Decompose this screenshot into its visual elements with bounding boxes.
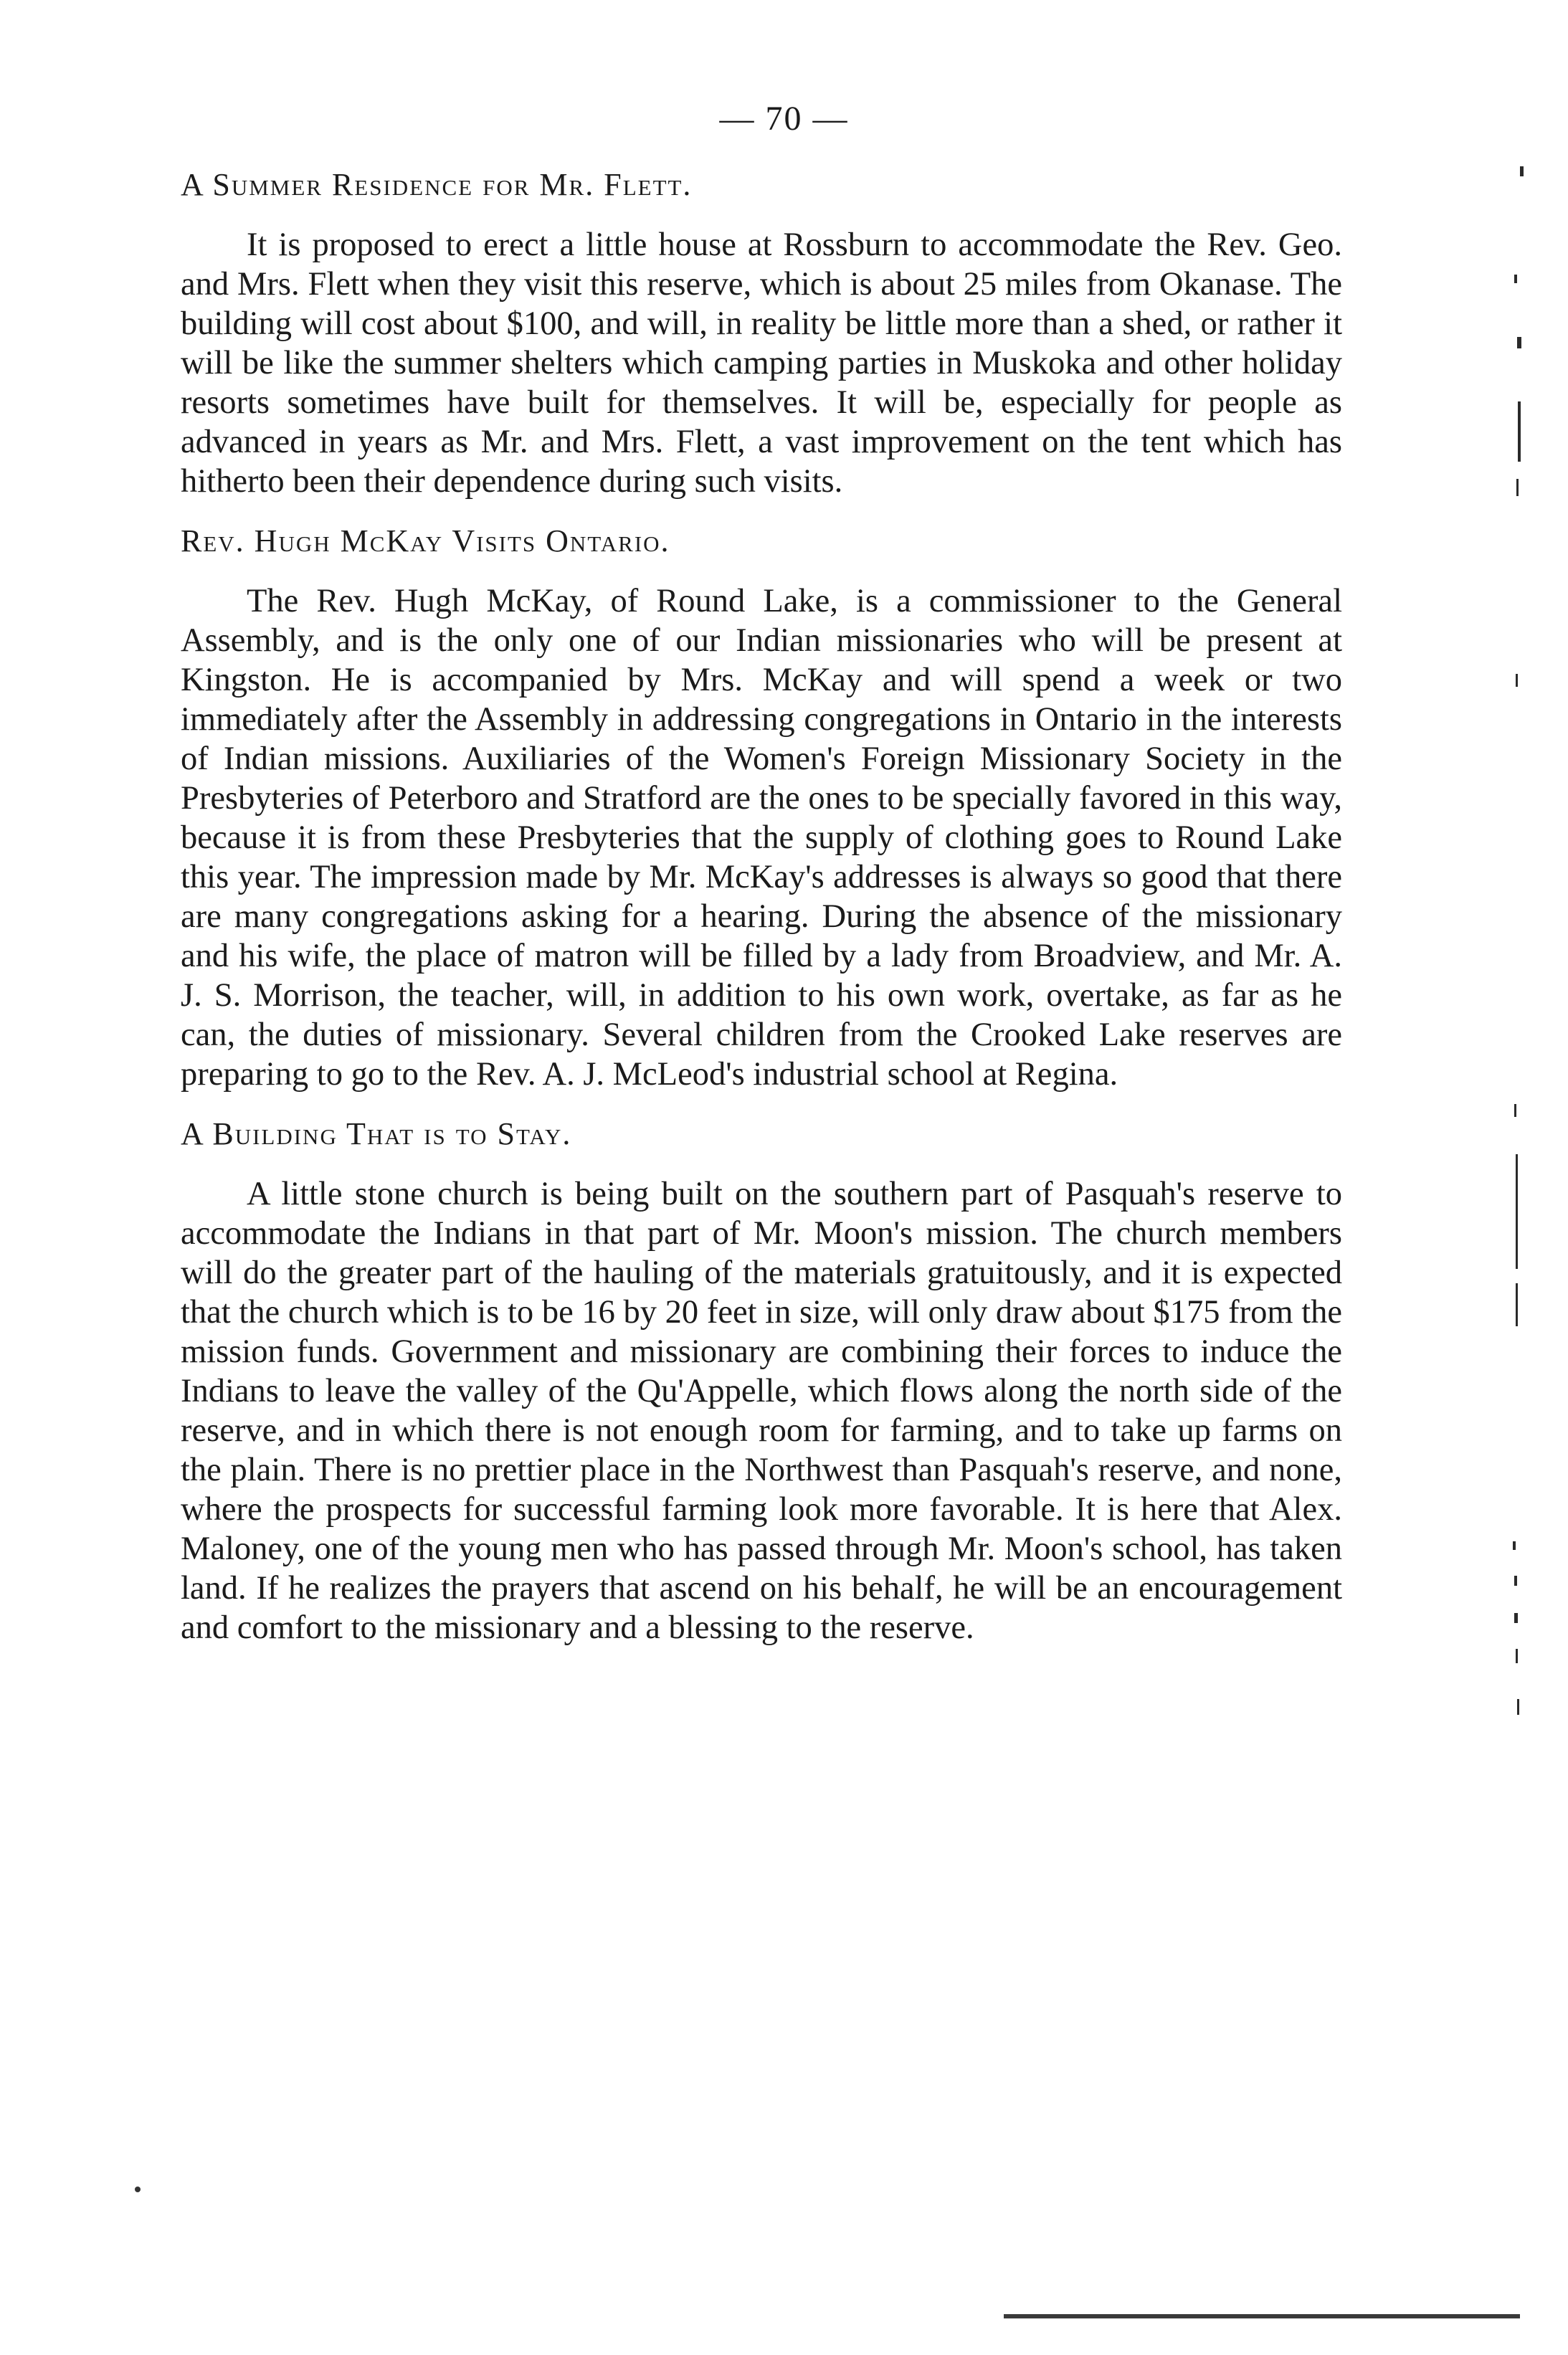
section-heading: Rev. Hugh McKay Visits Ontario. [181,523,670,558]
section-hugh-mckay [181,520,1342,1094]
scan-mark [1517,1699,1519,1715]
bottom-rule [1004,2314,1520,2318]
scan-mark [1518,401,1521,462]
scan-mark [1516,1649,1518,1663]
text-column [181,163,1342,1647]
page-number: — 70 — [719,100,849,138]
scan-mark [1516,479,1519,496]
scan-mark [1520,166,1524,176]
section-paragraph: A little stone church is being built on the southern part of Pasquah's reserve to accommodate the Indians in that part of Mr. Moon's mission. The church members will do the greater part of the hauling of the materials gratuitously, and it is expected that the church which is to be 16 by 20 feet in size, will only draw about $175 from the mission funds. Government and missionary are combining their forces to induce the Indians to leave the valley of the Qu'Appelle, which flows along the north side of the reserve, and in which there is not enough room for farming, and to take up farms on the plain. There is no prettier place in the Northwest than Pasquah's reserve, and none, where the prospects for successful farming look more favorable. It is here that Alex. Maloney, one of the young men who has passed through Mr. Moon's school, has taken land. If he realizes the prayers that ascend on his behalf, he will be an encouragement and comfort to the missionary and a blessing to the reserve. [181,1176,1342,1646]
scan-mark [1514,1104,1516,1117]
section-summer-residence [181,163,1342,501]
scan-dot [135,2187,141,2192]
section-stone-church [181,1113,1342,1647]
section-heading: A Building That is to Stay. [181,1116,572,1151]
scan-mark [1517,337,1521,348]
section-paragraph: It is proposed to erect a little house at Rossburn to accommodate the Rev. Geo. and Mrs. Flett when they visit this reserve, which is about 25 miles from Okanase. The building will cost about $100, and will, in reality be little more than a shed, or rather it will be like the summer shelters which camping parties in Muskoka and other holiday resorts sometimes have built for themselves. It will be, especially for people as advanced in years as Mr. and Mrs. Flett, a vast improvement on the tent which has hitherto been their dependence during such visits. [181,227,1342,500]
scan-mark [1514,275,1517,283]
scan-mark [1516,1283,1518,1326]
scan-mark [1516,1154,1518,1269]
scan-mark [1513,1541,1516,1550]
scan-mark [1514,1613,1518,1623]
scan-mark [1514,1576,1517,1586]
scan-mark [1516,674,1518,687]
section-paragraph: The Rev. Hugh McKay, of Round Lake, is a commissioner to the General Assembly, and is the only one of our Indian missionaries who will be present at Kingston. He is accompanied by Mrs. McKay and will spend a week or two immediately after the Assembly in addressing congregations in Ontario in the interests of Indian missions. Auxiliaries of the Women's Foreign Missionary Society in the Presbyteries of Peterboro and Stratford are the ones to be specially favored in this way, because it is from these Presbyteries that the supply of clothing goes to Round Lake this year. The impression made by Mr. McKay's addresses is always so good that there are many congregations asking for a hearing. During the absence of the missionary and his wife, the place of matron will be filled by a lady from Broadview, and Mr. A. J. S. Morrison, the teacher, will, in addition to his own work, overtake, as far as he can, the duties of missionary. Several children from the Crooked Lake reserves are preparing to go to the Rev. A. J. McLeod's industrial school at Regina. [181,583,1342,1093]
section-heading: A Summer Residence for Mr. Flett. [181,167,693,202]
